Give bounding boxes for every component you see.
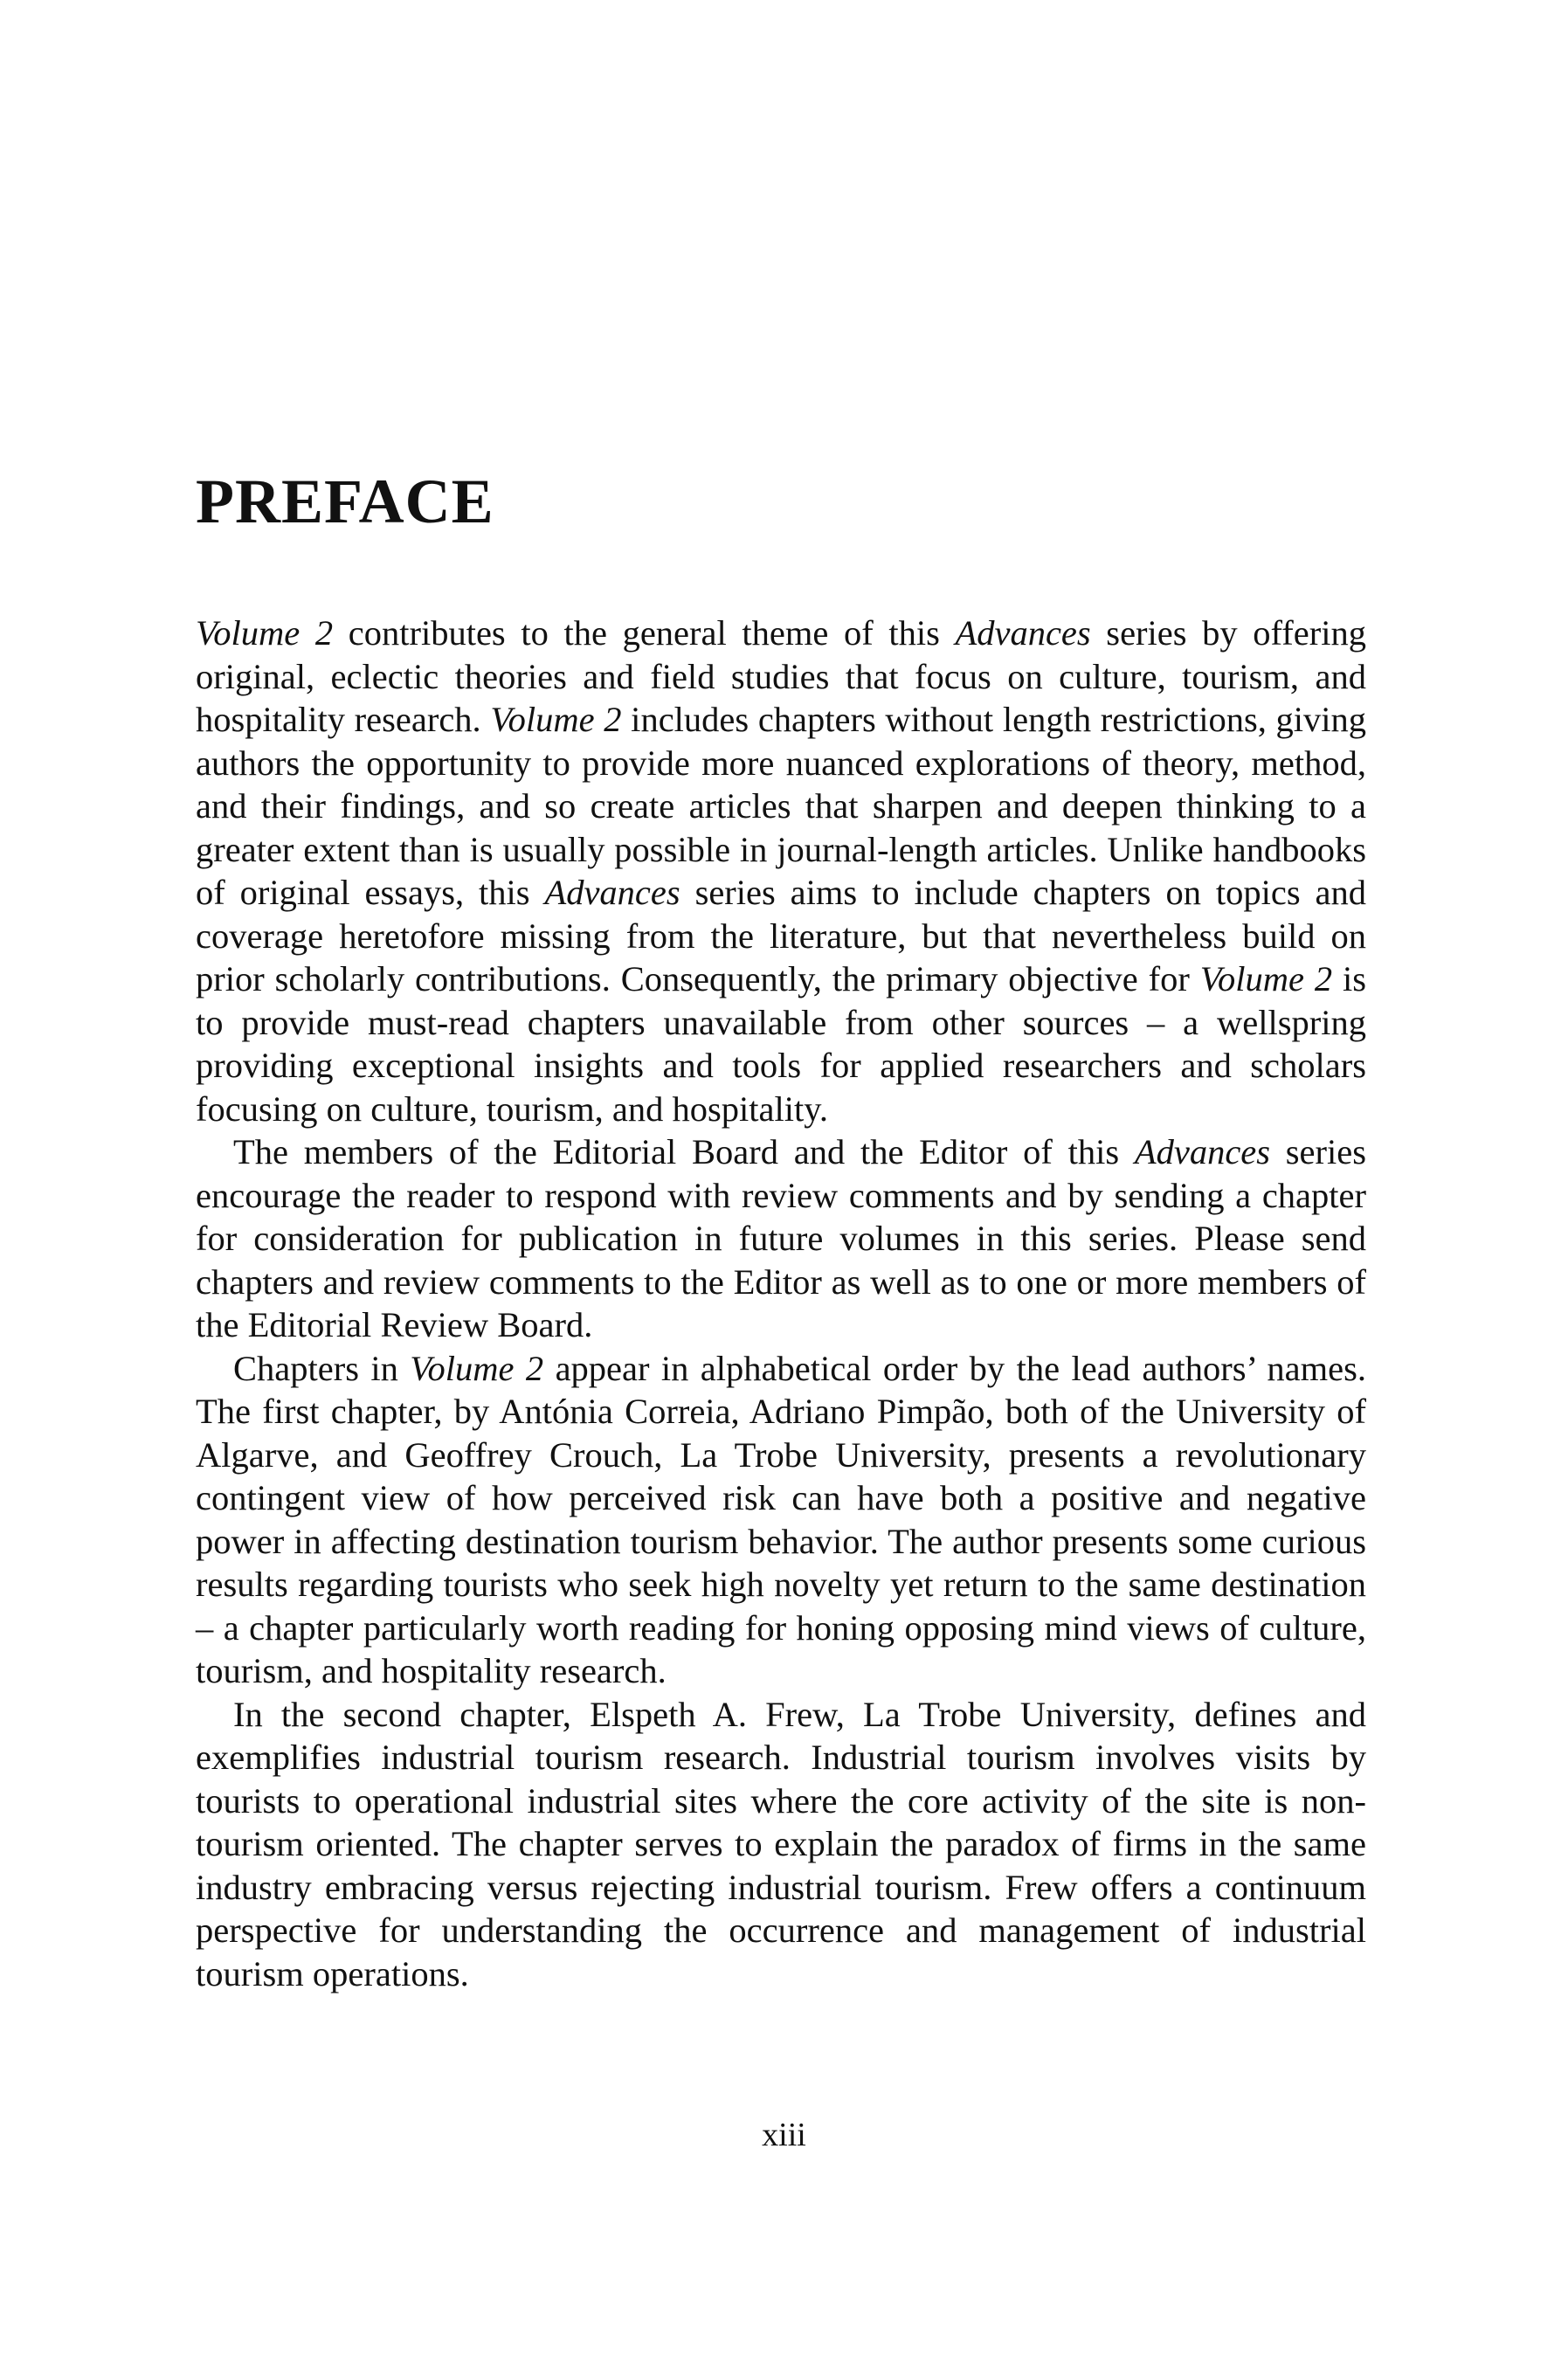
italic-text-run: Volume 2 <box>1199 959 1333 998</box>
text-run: series by offering original, eclectic theories and field studies that focus on culture, tourism, and hospitality research. <box>196 613 1366 739</box>
paragraph-intro <box>196 611 1366 1130</box>
page-title: PREFACE <box>196 466 494 536</box>
text-run: includes chapters without length restrictions, giving authors the opportunity to provide more nuanced explorations of theory, method, and their findings, and so create articles that sharpen and deepen thinking to a greater extent than is usually possible in journal-length articles. Unlike handbooks of original essays, this <box>196 700 1367 912</box>
text-run: Chapters in <box>233 1348 411 1388</box>
italic-text-run: Volume 2 <box>410 1348 544 1388</box>
preface-body <box>196 611 1366 1995</box>
italic-text-run: Volume 2 <box>490 700 622 739</box>
italic-text-run: Advances <box>955 613 1091 653</box>
page-number: xiii <box>762 2117 806 2153</box>
italic-text-run: Volume 2 <box>196 613 334 653</box>
paragraph-first-chapter <box>196 1347 1366 1693</box>
text-run: is to provide must-read chapters unavailable from other sources – a wellspring providing exceptional insights and tools for applied researchers and scholars focusing on culture, tourism, and hospitality. <box>196 959 1366 1129</box>
paragraph-second-chapter <box>196 1693 1366 1996</box>
text-run: series encourage the reader to respond with review comments and by sending a chapter for consideration for publication in future volumes in this series. Please send chapters and review comments to the Editor as well as to one or more members of the Editorial Review Board. <box>196 1132 1366 1344</box>
text-run: The members of the Editorial Board and the Editor of this <box>233 1132 1135 1171</box>
text-run: contributes to the general theme of this <box>333 613 956 653</box>
text-run: series aims to include chapters on topics and coverage heretofore missing from the literature, but that nevertheless build on prior scholarly contributions. Consequently, the primary objective for <box>196 873 1366 998</box>
italic-text-run: Advances <box>1134 1132 1271 1171</box>
text-run: In the second chapter, Elspeth A. Frew, La Trobe University, defines and exemplifies industrial tourism research. Industrial tourism involves visits by tourists to operational industrial sites where the core activity of the site is non-tourism oriented. The chapter serves to explain the paradox of firms in the same industry embracing versus rejecting industrial tourism. Frew offers a continuum perspective for understanding the occurrence and management of industrial tourism operations. <box>196 1694 1366 1993</box>
italic-text-run: Advances <box>544 873 680 912</box>
text-run: appear in alphabetical order by the lead authors’ names. The first chapter, by Antónia Correia, Adriano Pimpão, both of the University of Algarve, and Geoffrey Crouch, La Trobe University, presents a revolutionary contingent view of how perceived risk can have both a positive and negative power in affecting destination tourism behavior. The author presents some curious results regarding tourists who seek high novelty yet return to the same destination – a chapter particularly worth reading for honing opposing mind views of culture, tourism, and hospitality research. <box>196 1348 1367 1690</box>
paragraph-editorial-board <box>196 1130 1366 1347</box>
